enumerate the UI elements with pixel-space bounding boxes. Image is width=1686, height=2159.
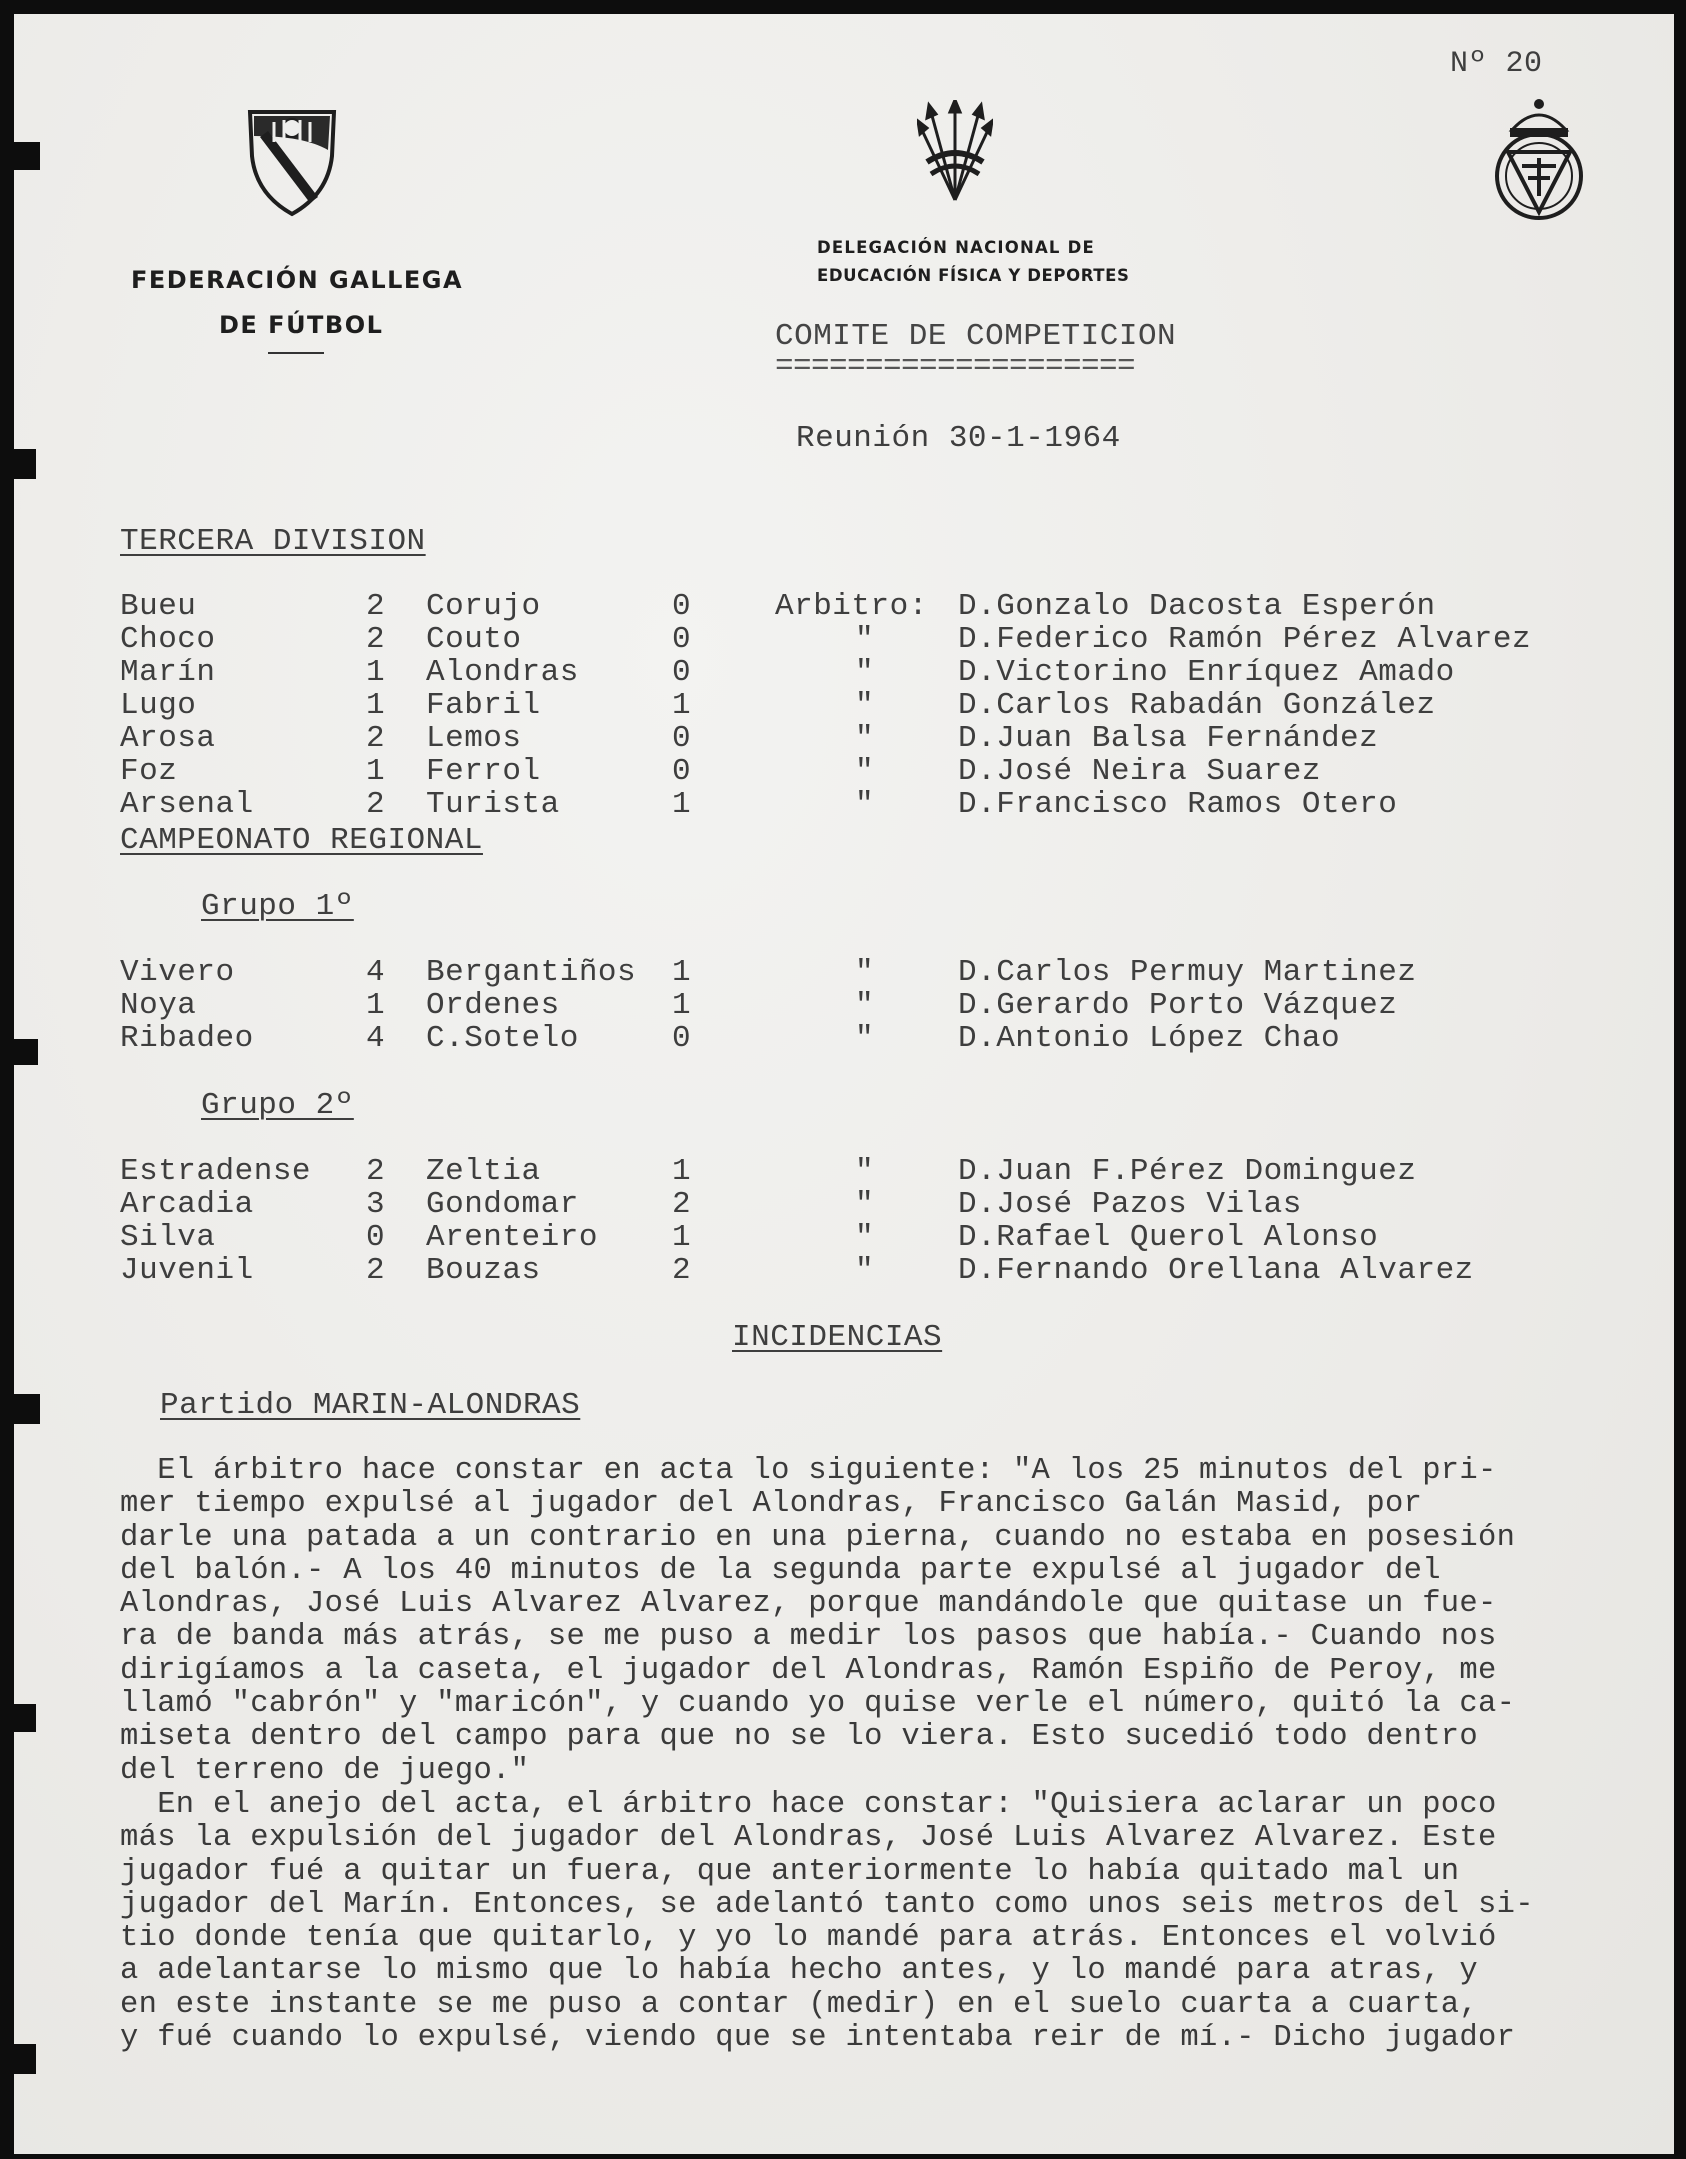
home-team: Choco [120, 622, 216, 657]
paragraph-line: y fué cuando lo expulsé, viendo que se intentaba reir de mí.- Dicho jugador [120, 2021, 1516, 2056]
referee-label: " [855, 1220, 875, 1255]
home-team: Juvenil [120, 1253, 254, 1288]
result-row [14, 590, 1654, 623]
home-team: Noya [120, 988, 197, 1023]
paragraph-line: darle una patada a un contrario en una pierna, cuando no estaba en posesión [120, 1520, 1516, 1555]
referee-name: D.Juan F.Pérez Dominguez [958, 1154, 1417, 1189]
paragraph-line: más la expulsión del jugador del Alondras, José Luis Alvarez Alvarez. Este [120, 1821, 1497, 1856]
referee-name: D.José Pazos Vilas [958, 1187, 1302, 1222]
grupo-2-heading: Grupo 2º [201, 1088, 354, 1123]
delegation-line2: EDUCACIÓN FÍSICA Y DEPORTES [817, 266, 1130, 285]
paragraph-line: llamó "cabrón" y "maricón", y cuando yo quise verle el número, quitó la ca- [120, 1687, 1516, 1722]
paragraph-line: del balón.- A los 40 minutos de la segunda parte expulsé al jugador del [120, 1553, 1441, 1588]
home-score: 2 [366, 787, 386, 822]
edge-tear-mark [0, 142, 40, 170]
away-team: Corujo [426, 589, 541, 624]
away-score: 2 [672, 1253, 692, 1288]
result-row [14, 1188, 1654, 1221]
paragraph-line: mer tiempo expulsé al jugador del Alondras, Francisco Galán Masid, por [120, 1487, 1423, 1522]
away-score: 0 [672, 754, 692, 789]
home-team: Estradense [120, 1154, 312, 1189]
away-score: 1 [672, 955, 692, 990]
home-score: 2 [366, 1253, 386, 1288]
referee-label: " [855, 988, 875, 1023]
referee-name: D.Gerardo Porto Vázquez [958, 988, 1398, 1023]
home-team: Arosa [120, 721, 216, 756]
referee-name: D.Francisco Ramos Otero [958, 787, 1398, 822]
paragraph-line: a adelantarse lo mismo que lo había hecho antes, y lo mandé para atras, y [120, 1954, 1479, 1989]
away-team: C.Sotelo [426, 1021, 579, 1056]
incident-paragraph-1 [120, 1455, 1515, 1788]
incident-paragraph-2 [120, 1789, 1534, 2055]
away-team: Ferrol [426, 754, 541, 789]
away-team: Turista [426, 787, 560, 822]
away-score: 1 [672, 1154, 692, 1189]
home-score: 2 [366, 721, 386, 756]
away-team: Couto [426, 622, 522, 657]
referee-name: D.Gonzalo Dacosta Esperón [958, 589, 1436, 624]
home-score: 3 [366, 1187, 386, 1222]
referee-name: D.Juan Balsa Fernández [958, 721, 1379, 756]
edge-tear-mark [0, 2044, 36, 2074]
paragraph-line: dirigíamos a la caseta, el jugador del Alondras, Ramón Espiño de Peroy, me [120, 1653, 1497, 1688]
home-score: 1 [366, 754, 386, 789]
result-row [14, 689, 1654, 722]
referee-name: D.Victorino Enríquez Amado [958, 655, 1455, 690]
paragraph-line: en este instante se me puso a contar (medir) en el suelo cuarta a cuarta, [120, 1987, 1479, 2022]
paragraph-line: jugador del Marín. Entonces, se adelantó tanto como unos seis metros del si- [120, 1887, 1534, 1922]
away-score: 0 [672, 721, 692, 756]
referee-label: " [855, 1253, 875, 1288]
committee-title: COMITE DE COMPETICION [775, 319, 1177, 354]
result-row [14, 656, 1654, 689]
home-team: Arsenal [120, 787, 254, 822]
arrows-yoke-emblem-icon [917, 100, 993, 202]
document-number: Nº 20 [1450, 47, 1543, 81]
away-score: 1 [672, 1220, 692, 1255]
royal-crest-icon [1484, 96, 1594, 220]
home-score: 1 [366, 688, 386, 723]
result-row [14, 989, 1654, 1022]
edge-tear-mark [0, 1704, 36, 1732]
federation-name-line2: DE FÚTBOL [219, 311, 384, 339]
paragraph-line: ra de banda más atrás, se me puso a medir los pasos que había.- Cuando nos [120, 1620, 1497, 1655]
away-score: 0 [672, 589, 692, 624]
edge-tear-mark [0, 1039, 38, 1065]
home-team: Foz [120, 754, 178, 789]
federation-divider [268, 352, 324, 354]
away-team: Bouzas [426, 1253, 541, 1288]
home-team: Lugo [120, 688, 197, 723]
home-score: 1 [366, 988, 386, 1023]
home-score: 4 [366, 955, 386, 990]
home-score: 0 [366, 1220, 386, 1255]
home-team: Bueu [120, 589, 197, 624]
referee-label: " [855, 1021, 875, 1056]
result-row [14, 755, 1654, 788]
away-score: 0 [672, 655, 692, 690]
paragraph-line: En el anejo del acta, el árbitro hace constar: "Quisiera aclarar un poco [120, 1788, 1497, 1822]
away-score: 0 [672, 1021, 692, 1056]
away-team: Arenteiro [426, 1220, 598, 1255]
referee-label: " [855, 655, 875, 690]
home-team: Vivero [120, 955, 235, 990]
result-row [14, 1155, 1654, 1188]
away-score: 1 [672, 988, 692, 1023]
home-team: Marín [120, 655, 216, 690]
document-page [14, 14, 1674, 2154]
referee-label: " [855, 622, 875, 657]
referee-label: " [855, 787, 875, 822]
referee-name: D.Federico Ramón Pérez Alvarez [958, 622, 1532, 657]
home-team: Arcadia [120, 1187, 254, 1222]
paragraph-line: tio donde tenía que quitarlo, y yo lo mandé para atrás. Entonces el volvió [120, 1921, 1497, 1956]
delegation-line1: DELEGACIÓN NACIONAL DE [817, 238, 1095, 257]
referee-label: " [855, 1154, 875, 1189]
grupo-1-heading: Grupo 1º [201, 889, 354, 924]
away-score: 1 [672, 787, 692, 822]
referee-label: " [855, 721, 875, 756]
paragraph-line: del terreno de juego." [120, 1753, 530, 1788]
match-incident-heading: Partido MARIN-ALONDRAS [160, 1388, 581, 1423]
result-row [14, 788, 1654, 821]
away-score: 0 [672, 622, 692, 657]
away-team: Fabril [426, 688, 541, 723]
referee-label: Arbitro: [775, 589, 928, 624]
result-row [14, 722, 1654, 755]
committee-rule: ==================== [775, 349, 1136, 384]
referee-label: " [855, 1187, 875, 1222]
home-team: Ribadeo [120, 1021, 254, 1056]
federation-name-line1: FEDERACIÓN GALLEGA [131, 266, 464, 294]
edge-tear-mark [0, 449, 36, 479]
home-score: 4 [366, 1021, 386, 1056]
result-row [14, 1254, 1654, 1287]
referee-name: D.Fernando Orellana Alvarez [958, 1253, 1474, 1288]
referee-name: D.José Neira Suarez [958, 754, 1321, 789]
meeting-date: Reunión 30-1-1964 [796, 421, 1121, 456]
incidencias-heading: INCIDENCIAS [732, 1320, 943, 1355]
paragraph-line: jugador fué a quitar un fuera, que anteriormente lo había quitado mal un [120, 1854, 1460, 1889]
home-score: 1 [366, 655, 386, 690]
campeonato-regional-heading: CAMPEONATO REGIONAL [120, 823, 483, 858]
edge-tear-mark [0, 1394, 40, 1424]
result-row [14, 956, 1654, 989]
away-team: Zeltia [426, 1154, 541, 1189]
referee-label: " [855, 754, 875, 789]
away-team: Bergantiños [426, 955, 637, 990]
paragraph-line: El árbitro hace constar en acta lo siguiente: "A los 25 minutos del pri- [120, 1454, 1497, 1488]
away-team: Gondomar [426, 1187, 579, 1222]
federation-crest-icon [244, 106, 340, 218]
referee-name: D.Rafael Querol Alonso [958, 1220, 1379, 1255]
paragraph-line: miseta dentro del campo para que no se lo viera. Esto sucedió todo dentro [120, 1720, 1479, 1755]
referee-label: " [855, 688, 875, 723]
result-row [14, 1022, 1654, 1055]
away-score: 1 [672, 688, 692, 723]
referee-name: D.Antonio López Chao [958, 1021, 1341, 1056]
home-score: 2 [366, 622, 386, 657]
away-team: Alondras [426, 655, 579, 690]
home-score: 2 [366, 1154, 386, 1189]
away-team: Lemos [426, 721, 522, 756]
home-team: Silva [120, 1220, 216, 1255]
away-score: 2 [672, 1187, 692, 1222]
referee-label: " [855, 955, 875, 990]
paragraph-line: Alondras, José Luis Alvarez Alvarez, porque mandándole que quitase un fue- [120, 1587, 1497, 1622]
result-row [14, 623, 1654, 656]
result-row [14, 1221, 1654, 1254]
referee-name: D.Carlos Permuy Martinez [958, 955, 1417, 990]
home-score: 2 [366, 589, 386, 624]
tercera-division-heading: TERCERA DIVISION [120, 524, 426, 559]
referee-name: D.Carlos Rabadán González [958, 688, 1436, 723]
away-team: Ordenes [426, 988, 560, 1023]
